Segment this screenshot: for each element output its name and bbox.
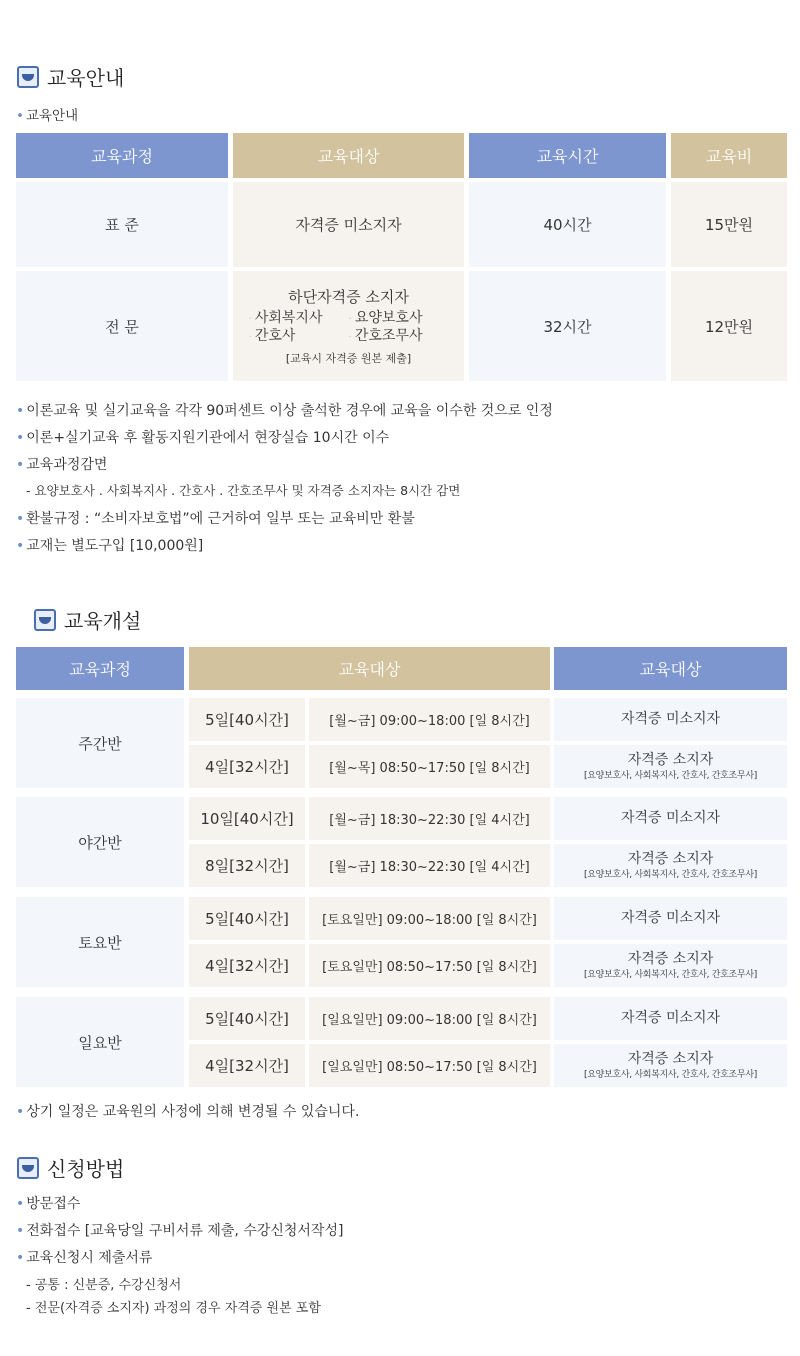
book-icon <box>17 66 39 88</box>
header-fee: 교육비 <box>671 133 787 178</box>
schedule-cell: [토요일만] 08:50~17:50 [일 8시간] <box>309 944 550 987</box>
days-cell: 5일[40시간] <box>189 698 305 741</box>
list-item: · 요양보호사 <box>348 310 423 326</box>
target-detail: [요양보호사, 사회복지사, 간호사, 간호조무사] <box>584 869 757 880</box>
course-name: 토요반 <box>16 897 184 987</box>
target-note: [교육시 자격증 원본 제출] <box>285 352 412 365</box>
section-title-open <box>34 605 141 634</box>
header-course: 교육과정 <box>16 133 228 178</box>
target-title: 하단자격증 소지자 <box>288 288 409 306</box>
apply-subitem: - 공통 : 신분증, 수강신청서 <box>26 1278 182 1293</box>
schedule-cell: [일요일만] 08:50~17:50 [일 8시간] <box>309 1044 550 1087</box>
table-cell-hours: 40시간 <box>469 182 666 267</box>
note-item: • 이론교육 및 실기교육을 각각 90퍼센트 이상 출석한 경우에 교육을 이수한 것으로 인정 <box>16 403 553 419</box>
target-cell <box>554 897 787 940</box>
book-icon <box>34 609 56 631</box>
apply-item: • 전화접수 [교육당일 구비서류 제출, 수강신청서작성] <box>16 1223 344 1239</box>
schedule-cell: [월~금] 18:30~22:30 [일 4시간] <box>309 844 550 887</box>
table-cell-target: 자격증 미소지자 <box>233 182 464 267</box>
days-cell: 5일[40시간] <box>189 997 305 1040</box>
schedule-cell: [월~목] 08:50~17:50 [일 8시간] <box>309 745 550 788</box>
target-cell <box>554 698 787 741</box>
note-item: • 교육과정감면 <box>16 457 108 473</box>
target-label: 자격증 미소지자 <box>620 910 721 926</box>
note-item: • 교재는 별도구입 [10,000원] <box>16 538 204 554</box>
list-item: · 간호조무사 <box>348 328 423 344</box>
target-label: 자격증 미소지자 <box>620 810 721 826</box>
target-cell <box>554 797 787 840</box>
target-label: 자격증 소지자 <box>627 850 714 867</box>
section-title-apply <box>17 1153 124 1182</box>
sub-bullet: • 교육안내 <box>16 108 79 124</box>
table-cell-course: 표 준 <box>16 182 228 267</box>
days-cell: 4일[32시간] <box>189 745 305 788</box>
table-cell-target <box>233 271 464 381</box>
course-name: 야간반 <box>16 797 184 887</box>
section-title-text: 교육안내 <box>47 66 125 90</box>
note-item: • 환불규정 : “소비자보호법”에 근거하여 일부 또는 교육비만 환불 <box>16 511 415 527</box>
days-cell: 8일[32시간] <box>189 844 305 887</box>
header-target: 교육대상 <box>554 647 787 690</box>
book-icon <box>17 1157 39 1179</box>
target-label: 자격증 소지자 <box>627 950 714 967</box>
schedule-cell: [월~금] 18:30~22:30 [일 4시간] <box>309 797 550 840</box>
target-label: 자격증 미소지자 <box>620 1010 721 1026</box>
target-label: 자격증 미소지자 <box>620 711 721 727</box>
schedule-cell: [월~금] 09:00~18:00 [일 8시간] <box>309 698 550 741</box>
table-cell-fee: 15만원 <box>671 182 787 267</box>
target-cell <box>554 745 787 788</box>
target-label: 자격증 소지자 <box>627 1050 714 1067</box>
days-cell: 10일[40시간] <box>189 797 305 840</box>
header-schedule: 교육대상 <box>189 647 550 690</box>
table-cell-fee: 12만원 <box>671 271 787 381</box>
target-detail: [요양보호사, 사회복지사, 간호사, 간호조무사] <box>584 1069 757 1080</box>
days-cell: 5일[40시간] <box>189 897 305 940</box>
section-title-text: 교육개설 <box>64 609 142 633</box>
target-detail: [요양보호사, 사회복지사, 간호사, 간호조무사] <box>584 770 757 781</box>
section-title-text: 신청방법 <box>47 1157 125 1181</box>
target-cell <box>554 997 787 1040</box>
target-cell <box>554 944 787 987</box>
schedule-cell: [일요일만] 09:00~18:00 [일 8시간] <box>309 997 550 1040</box>
target-cell <box>554 844 787 887</box>
apply-item: • 방문접수 <box>16 1196 81 1212</box>
table-cell-hours: 32시간 <box>469 271 666 381</box>
target-label: 자격증 소지자 <box>627 751 714 768</box>
days-cell: 4일[32시간] <box>189 944 305 987</box>
target-list <box>249 310 449 346</box>
list-item: · 사회복지사 <box>248 310 323 326</box>
header-hours: 교육시간 <box>469 133 666 178</box>
target-cell <box>554 1044 787 1087</box>
list-item: · 간호사 <box>248 328 296 344</box>
header-course: 교육과정 <box>16 647 184 690</box>
days-cell: 4일[32시간] <box>189 1044 305 1087</box>
header-target: 교육대상 <box>233 133 464 178</box>
apply-subitem: - 전문(자격증 소지자) 과정의 경우 자격증 원본 포함 <box>26 1301 321 1316</box>
schedule-cell: [토요일만] 09:00~18:00 [일 8시간] <box>309 897 550 940</box>
course-name: 주간반 <box>16 698 184 788</box>
apply-item: • 교육신청시 제출서류 <box>16 1250 153 1266</box>
table-cell-course: 전 문 <box>16 271 228 381</box>
schedule-note: • 상기 일정은 교육원의 사정에 의해 변경될 수 있습니다. <box>16 1104 360 1120</box>
note-item: • 이론+실기교육 후 활동지원기관에서 현장실습 10시간 이수 <box>16 430 390 446</box>
note-subitem: - 요양보호사 . 사회복지사 . 간호사 . 간호조무사 및 자격증 소지자는 8시간 감면 <box>26 483 461 498</box>
target-detail: [요양보호사, 사회복지사, 간호사, 간호조무사] <box>584 969 757 980</box>
course-name: 일요반 <box>16 997 184 1087</box>
section-title-guide <box>17 62 124 91</box>
